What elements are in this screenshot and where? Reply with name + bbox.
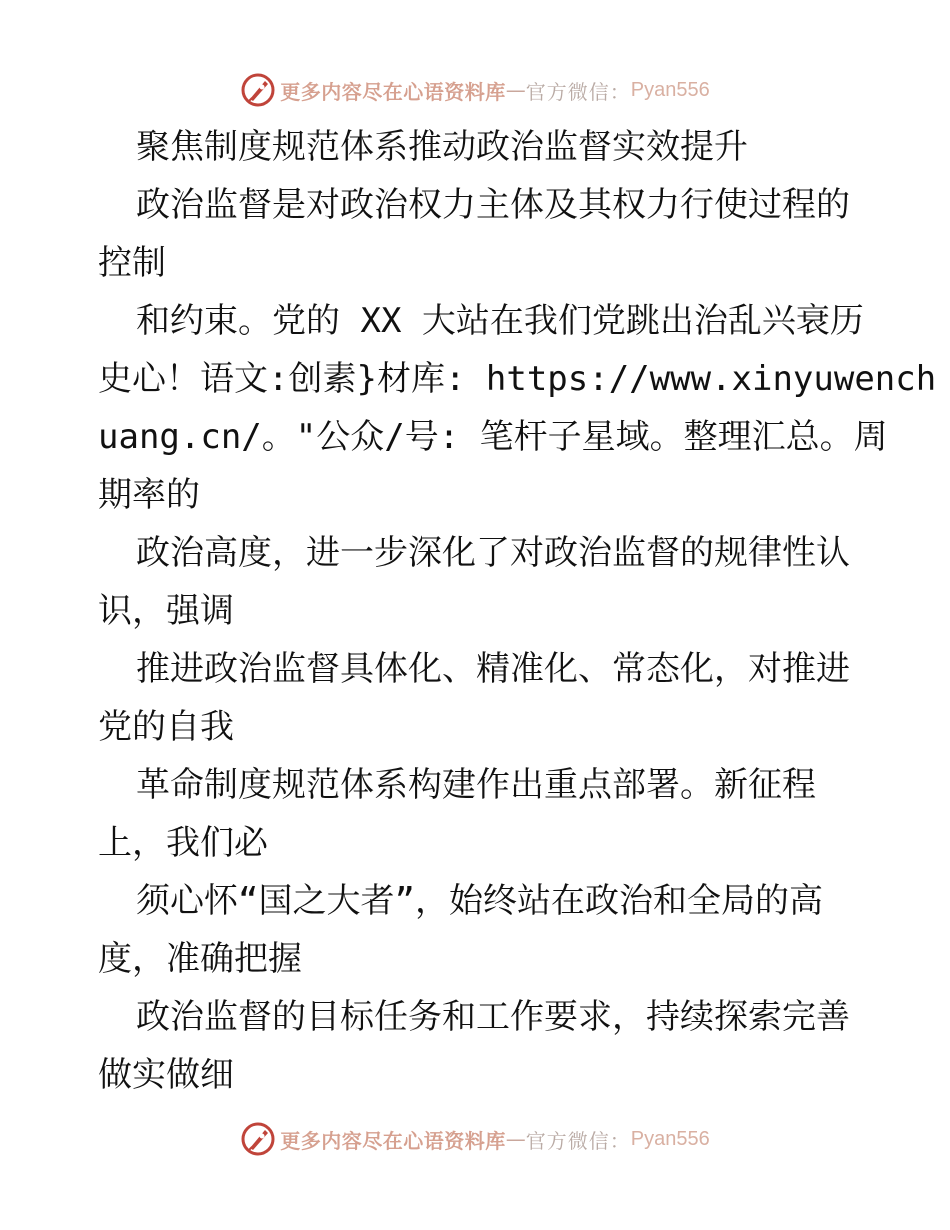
body-line: 期率的 bbox=[98, 475, 200, 515]
body-line: 识，强调 bbox=[98, 591, 234, 631]
body-line: 做实做细 bbox=[98, 1055, 234, 1095]
body-line: 党的自我 bbox=[98, 707, 234, 747]
body-line: 控制 bbox=[98, 243, 166, 283]
body-line: 度，准确把握 bbox=[98, 939, 302, 979]
header-banner bbox=[0, 68, 950, 112]
footer-official-label: 官方微信： bbox=[525, 1128, 631, 1153]
body-line: 革命制度规范体系构建作出重点部署。新征程 bbox=[136, 765, 816, 805]
header-brand-text: 更多内容尽在心语资料库 bbox=[280, 79, 506, 104]
body-line: 政治监督的目标任务和工作要求，持续探索完善 bbox=[136, 997, 850, 1037]
document-title: 聚焦制度规范体系推动政治监督实效提升 bbox=[136, 127, 748, 167]
footer-banner bbox=[0, 1117, 950, 1161]
body-line: 史心！语文:创素}材库: https://www.xinyuwench bbox=[98, 359, 937, 399]
body-line: uang.cn/。"公众/号: 笔杆子星域。整理汇总。周 bbox=[98, 417, 888, 457]
body-line: 上，我们必 bbox=[98, 823, 268, 863]
body-line: 须心怀“国之大者”，始终站在政治和全局的高 bbox=[136, 881, 823, 921]
body-line: 政治监督是对政治权力主体及其权力行使过程的 bbox=[136, 185, 850, 225]
footer-account-id: Pyan556 bbox=[630, 1127, 710, 1150]
header-account-id: Pyan556 bbox=[630, 78, 710, 101]
header-dash: — bbox=[505, 78, 526, 102]
footer-dash: — bbox=[505, 1127, 526, 1151]
body-line: 推进政治监督具体化、精准化、常态化，对推进 bbox=[136, 649, 850, 689]
body-line: 政治高度，进一步深化了对政治监督的规律性认 bbox=[136, 533, 850, 573]
body-line: 和约束。党的 XX 大站在我们党跳出治乱兴衰历 bbox=[136, 301, 864, 341]
footer-brand-text: 更多内容尽在心语资料库 bbox=[280, 1128, 506, 1153]
quill-seal-icon bbox=[240, 1121, 276, 1157]
header-official-label: 官方微信： bbox=[525, 79, 631, 104]
document-body bbox=[98, 118, 937, 1104]
quill-seal-icon bbox=[240, 72, 276, 108]
